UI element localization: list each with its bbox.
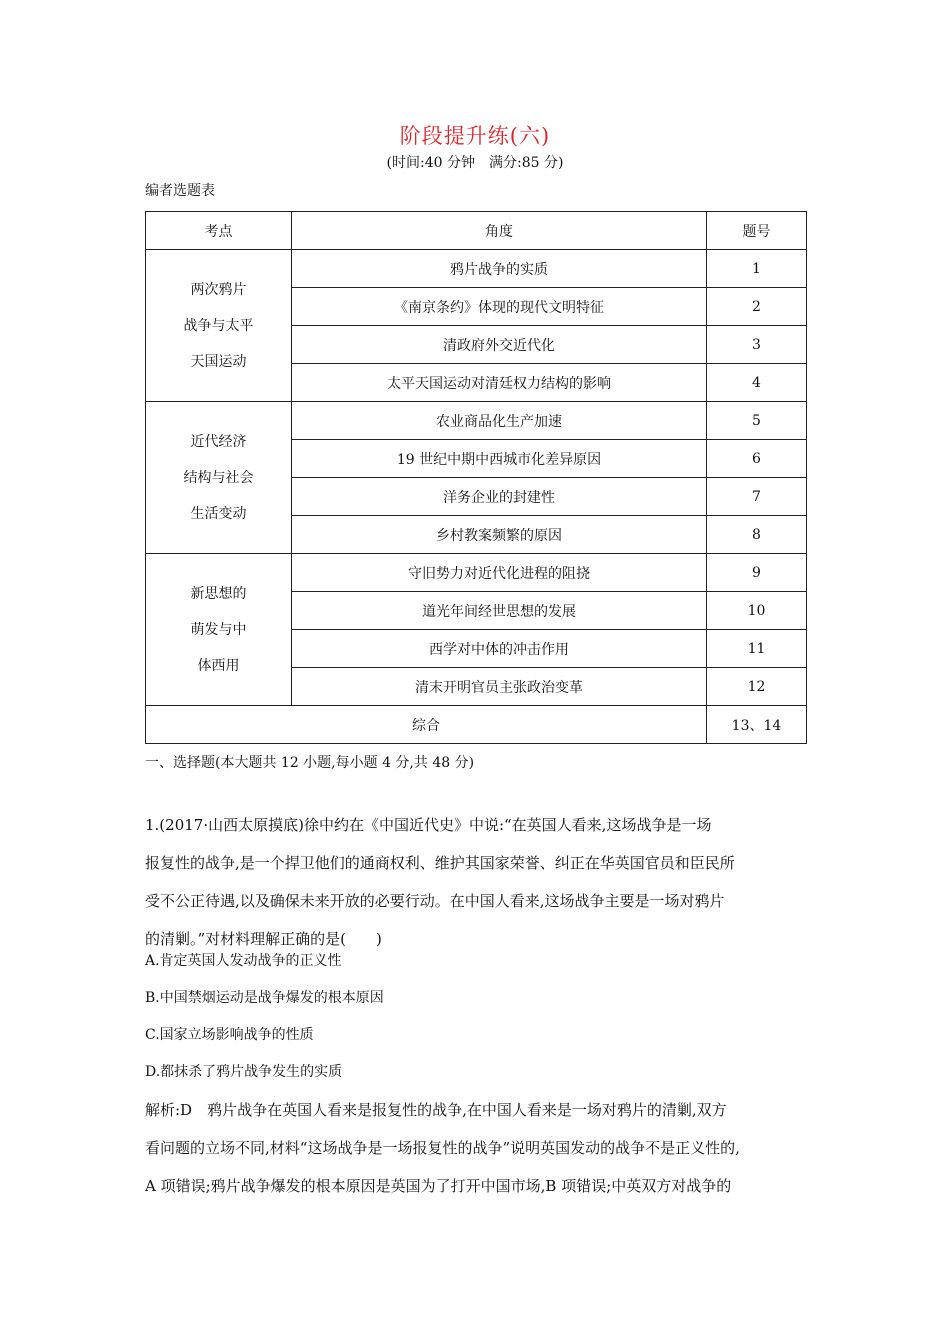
angle-cell: 农业商品化生产加速 (292, 402, 707, 440)
number-cell: 8 (707, 516, 807, 554)
number-cell: 12 (707, 668, 807, 706)
option-a: A.肯定英国人发动战争的正义性 (145, 953, 342, 969)
topic-line: 萌发与中 (190, 621, 247, 638)
number-cell: 10 (707, 592, 807, 630)
analysis-text (145, 1091, 813, 1205)
table-row (146, 402, 807, 440)
topic-line: 战争与太平 (183, 317, 254, 334)
number-cell: 3 (707, 326, 807, 364)
question-line: 报复性的战争,是一个捍卫他们的通商权利、维护其国家荣誉、纠正在华英国官员和臣民所 (145, 854, 735, 872)
number-cell: 9 (707, 554, 807, 592)
page-title: 阶段提升练(六) (399, 124, 551, 148)
angle-cell: 西学对中体的冲击作用 (292, 630, 707, 668)
number-cell: 5 (707, 402, 807, 440)
number-cell: 11 (707, 630, 807, 668)
exam-info: (时间:40 分钟 满分:85 分) (386, 155, 564, 171)
angle-cell: 19 世纪中期中西城市化差异原因 (292, 440, 707, 478)
topic-line: 天国运动 (190, 353, 247, 370)
summary-label: 综合 (146, 706, 707, 744)
analysis-line: 解析:D 鸦片战争在英国人看来是报复性的战争,在中国人看来是一场对鸦片的清剿,双方 (145, 1101, 727, 1119)
header-topic: 考点 (146, 212, 292, 250)
angle-cell: 清末开明官员主张政治变革 (292, 668, 707, 706)
section-heading: 一、选择题(本大题共 12 小题,每小题 4 分,共 48 分) (145, 755, 475, 771)
number-cell: 7 (707, 478, 807, 516)
header-number: 题号 (707, 212, 807, 250)
summary-number: 13、14 (707, 706, 807, 744)
option-b: B.中国禁烟运动是战争爆发的根本原因 (145, 990, 384, 1006)
angle-cell: 鸦片战争的实质 (292, 250, 707, 288)
table-row (146, 554, 807, 592)
question-stem (145, 806, 813, 958)
topic-line: 近代经济 (190, 433, 247, 450)
topic-cell (146, 402, 292, 554)
option-c: C.国家立场影响战争的性质 (145, 1027, 314, 1043)
analysis-line: A 项错误;鸦片战争爆发的根本原因是英国为了打开中国市场,B 项错误;中英双方对战争的 (145, 1177, 732, 1195)
question-line: 受不公正待遇,以及确保未来开放的必要行动。在中国人看来,这场战争主要是一场对鸦片 (145, 892, 725, 910)
option-d: D.都抹杀了鸦片战争发生的实质 (145, 1064, 343, 1080)
angle-cell: 道光年间经世思想的发展 (292, 592, 707, 630)
table-caption: 编者选题表 (145, 183, 215, 199)
topic-line: 生活变动 (190, 505, 247, 522)
angle-cell: 《南京条约》体现的现代文明特征 (292, 288, 707, 326)
topic-line: 结构与社会 (183, 469, 254, 486)
question-line: 1.(2017·山西太原摸底)徐中约在《中国近代史》中说:“在英国人看来,这场战争是一场 (145, 816, 712, 834)
angle-cell: 洋务企业的封建性 (292, 478, 707, 516)
number-cell: 4 (707, 364, 807, 402)
topic-line: 体西用 (197, 657, 240, 674)
topic-cell (146, 554, 292, 706)
table-header-row (146, 212, 807, 250)
header-angle: 角度 (292, 212, 707, 250)
angle-cell: 守旧势力对近代化进程的阻挠 (292, 554, 707, 592)
number-cell: 1 (707, 250, 807, 288)
topic-line: 两次鸦片 (190, 281, 247, 298)
topic-cell (146, 250, 292, 402)
angle-cell: 太平天国运动对清廷权力结构的影响 (292, 364, 707, 402)
number-cell: 6 (707, 440, 807, 478)
analysis-line: 看问题的立场不同,材料“这场战争是一场报复性的战争”说明英国发动的战争不是正义性的, (145, 1139, 740, 1157)
angle-cell: 清政府外交近代化 (292, 326, 707, 364)
topic-line: 新思想的 (190, 585, 247, 602)
summary-row (146, 706, 807, 744)
question-line: 的清剿。”对材料理解正确的是( ) (145, 930, 382, 948)
table-row (146, 250, 807, 288)
number-cell: 2 (707, 288, 807, 326)
topic-table (145, 211, 807, 744)
angle-cell: 乡村教案频繁的原因 (292, 516, 707, 554)
